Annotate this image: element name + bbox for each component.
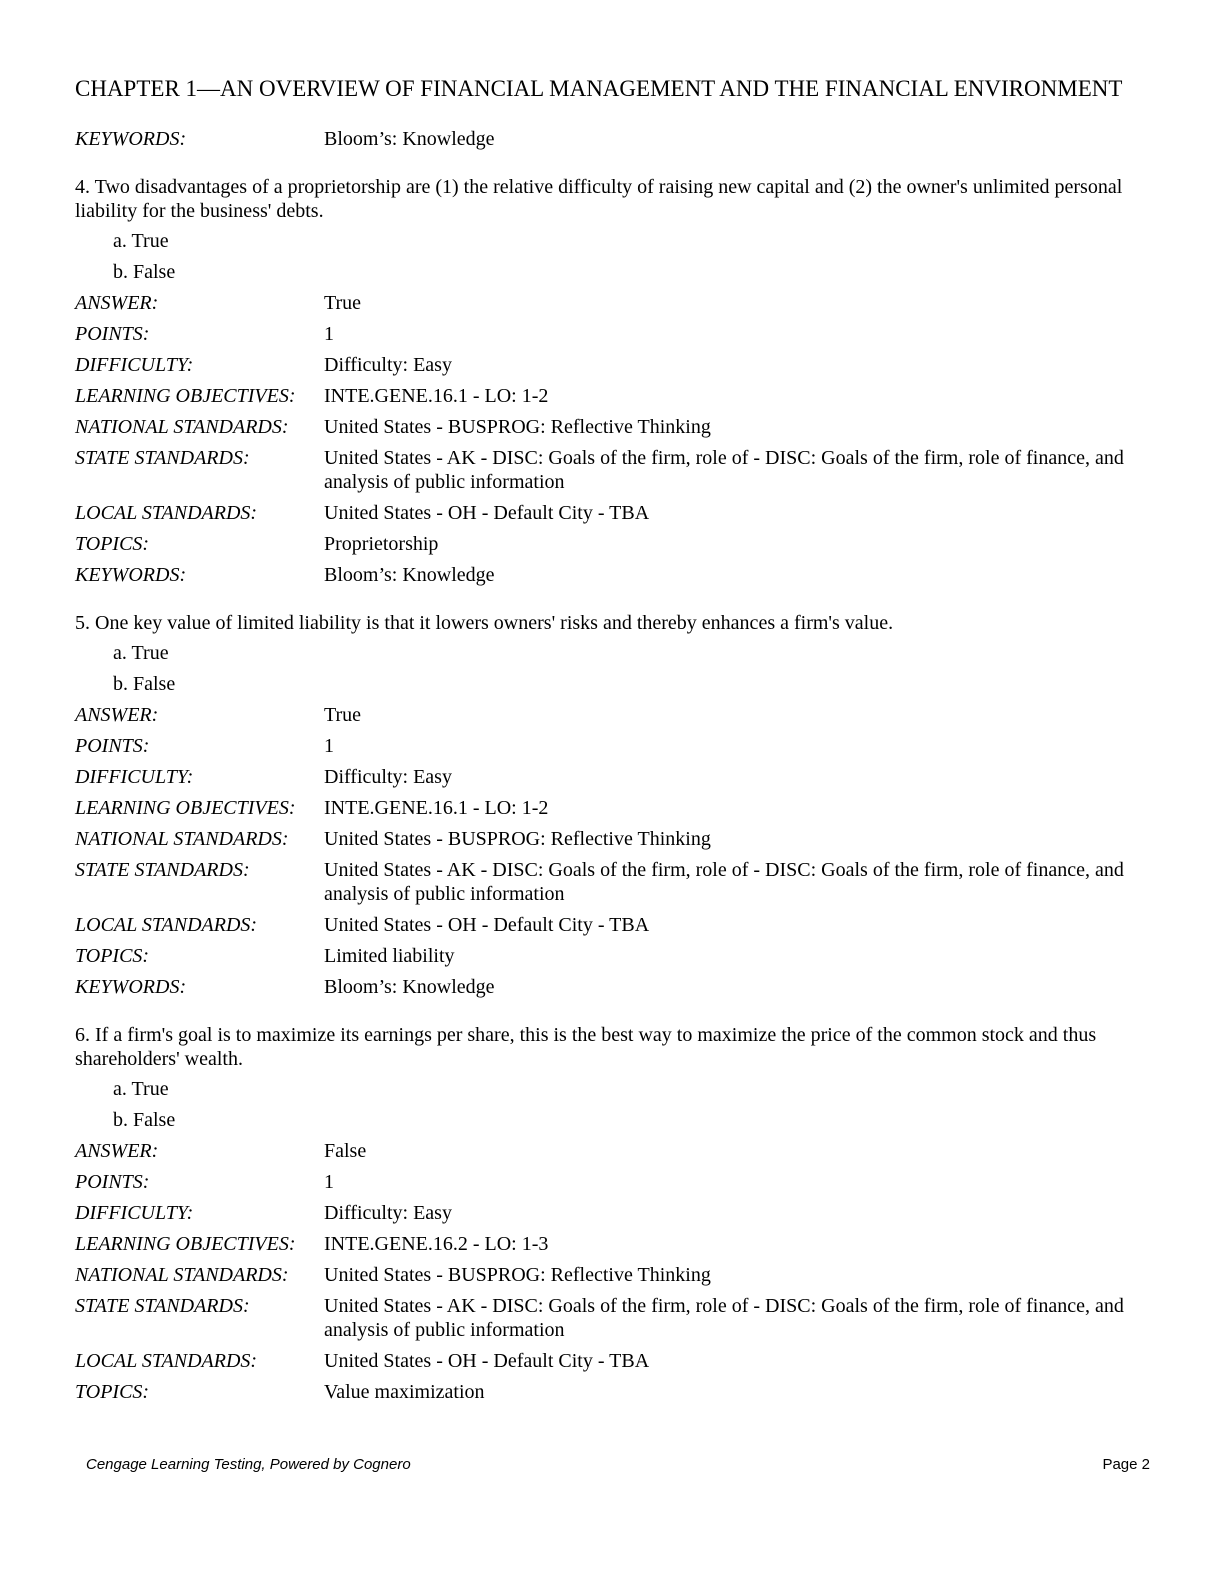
- meta-row-local-standards: [75, 910, 1150, 941]
- meta-row-national-standards: [75, 824, 1150, 855]
- option-false: b. False: [113, 261, 176, 283]
- question-text: 4. Two disadvantages of a proprietorship are (1) the relative difficulty of raising new capital and (2) the owner's unlimited personal liability for the business' debts.: [75, 176, 1123, 222]
- meta-label: NATIONAL STANDARDS:: [75, 416, 289, 438]
- meta-value: INTE.GENE.16.1 - LO: 1-2: [324, 385, 549, 407]
- meta-row-state-standards: [75, 855, 1150, 910]
- option-false: b. False: [113, 1109, 176, 1131]
- meta-row-learning-objectives: [75, 381, 1150, 412]
- meta-value: Difficulty: Easy: [324, 1202, 452, 1224]
- meta-value: 1: [324, 323, 334, 345]
- meta-row-learning-objectives: [75, 1229, 1150, 1260]
- page-footer: [86, 1456, 1150, 1473]
- question-block-6: [75, 1023, 1150, 1408]
- meta-value: Limited liability: [324, 945, 455, 967]
- meta-value: INTE.GENE.16.1 - LO: 1-2: [324, 797, 549, 819]
- meta-row: [75, 124, 1150, 155]
- meta-label: LEARNING OBJECTIVES:: [75, 797, 296, 819]
- meta-label: ANSWER:: [75, 1140, 159, 1162]
- meta-row-answer: [75, 700, 1150, 731]
- meta-value: 1: [324, 735, 334, 757]
- meta-value: Bloom’s: Knowledge: [324, 128, 495, 150]
- meta-value: Value maximization: [324, 1381, 485, 1403]
- option-true: a. True: [113, 230, 169, 252]
- meta-row-difficulty: [75, 350, 1150, 381]
- question-block-5: [75, 611, 1150, 1003]
- meta-value: 1: [324, 1171, 334, 1193]
- meta-label: ANSWER:: [75, 704, 159, 726]
- meta-label: LOCAL STANDARDS:: [75, 914, 258, 936]
- meta-row-points: [75, 1167, 1150, 1198]
- meta-label: TOPICS:: [75, 945, 150, 967]
- meta-value: Bloom’s: Knowledge: [324, 976, 495, 998]
- meta-row-difficulty: [75, 1198, 1150, 1229]
- meta-label: NATIONAL STANDARDS:: [75, 828, 289, 850]
- meta-label: DIFFICULTY:: [75, 766, 194, 788]
- meta-label: DIFFICULTY:: [75, 1202, 194, 1224]
- meta-label: LOCAL STANDARDS:: [75, 502, 258, 524]
- meta-value: Proprietorship: [324, 533, 439, 555]
- meta-row-national-standards: [75, 1260, 1150, 1291]
- meta-row-national-standards: [75, 412, 1150, 443]
- question-text: 5. One key value of limited liability is that it lowers owners' risks and thereby enhances a firm's value.: [75, 612, 894, 634]
- document-page: [75, 74, 1150, 1408]
- question-block-4: [75, 175, 1150, 591]
- meta-row-answer: [75, 1136, 1150, 1167]
- meta-label: TOPICS:: [75, 533, 150, 555]
- meta-value: United States - BUSPROG: Reflective Thinking: [324, 416, 711, 438]
- meta-row-answer: [75, 288, 1150, 319]
- meta-row-keywords: [75, 972, 1150, 1003]
- meta-row-points: [75, 731, 1150, 762]
- footer-publisher: Cengage Learning Testing, Powered by Cognero: [86, 1456, 411, 1473]
- meta-row-difficulty: [75, 762, 1150, 793]
- meta-label: NATIONAL STANDARDS:: [75, 1264, 289, 1286]
- meta-value: United States - AK - DISC: Goals of the firm, role of - DISC: Goals of the firm, role of finance, and analysis of public information: [324, 1295, 1124, 1341]
- meta-label: KEYWORDS:: [75, 564, 187, 586]
- meta-label: STATE STANDARDS:: [75, 859, 250, 881]
- page-number: Page 2: [1102, 1456, 1150, 1473]
- meta-value: United States - AK - DISC: Goals of the firm, role of - DISC: Goals of the firm, role of finance, and analysis of public information: [324, 447, 1124, 493]
- meta-label: STATE STANDARDS:: [75, 447, 250, 469]
- meta-row-points: [75, 319, 1150, 350]
- meta-value: Difficulty: Easy: [324, 354, 452, 376]
- intro-meta: [75, 124, 1150, 155]
- meta-label: POINTS:: [75, 1171, 150, 1193]
- meta-label: DIFFICULTY:: [75, 354, 194, 376]
- chapter-title: CHAPTER 1—AN OVERVIEW OF FINANCIAL MANAGEMENT AND THE FINANCIAL ENVIRONMENT: [75, 76, 1123, 101]
- meta-row-state-standards: [75, 1291, 1150, 1346]
- meta-value: True: [324, 704, 362, 726]
- meta-value: True: [324, 292, 362, 314]
- meta-value: Bloom’s: Knowledge: [324, 564, 495, 586]
- meta-label: ANSWER:: [75, 292, 159, 314]
- meta-label: STATE STANDARDS:: [75, 1295, 250, 1317]
- meta-row-topics: [75, 1377, 1150, 1408]
- meta-label: LEARNING OBJECTIVES:: [75, 1233, 296, 1255]
- meta-row-state-standards: [75, 443, 1150, 498]
- meta-label: LOCAL STANDARDS:: [75, 1350, 258, 1372]
- meta-value: United States - BUSPROG: Reflective Thinking: [324, 828, 711, 850]
- meta-value: False: [324, 1140, 367, 1162]
- meta-value: Difficulty: Easy: [324, 766, 452, 788]
- question-text: 6. If a firm's goal is to maximize its earnings per share, this is the best way to maximize the price of the common stock and thus shareholders' wealth.: [75, 1024, 1097, 1070]
- meta-label: POINTS:: [75, 735, 150, 757]
- option-true: a. True: [113, 642, 169, 664]
- meta-row-topics: [75, 529, 1150, 560]
- meta-value: United States - AK - DISC: Goals of the firm, role of - DISC: Goals of the firm, role of finance, and analysis of public information: [324, 859, 1124, 905]
- meta-row-local-standards: [75, 498, 1150, 529]
- meta-label: POINTS:: [75, 323, 150, 345]
- meta-value: United States - OH - Default City - TBA: [324, 502, 650, 524]
- option-false: b. False: [113, 673, 176, 695]
- meta-row-learning-objectives: [75, 793, 1150, 824]
- meta-row-topics: [75, 941, 1150, 972]
- option-true: a. True: [113, 1078, 169, 1100]
- meta-row-local-standards: [75, 1346, 1150, 1377]
- meta-row-keywords: [75, 560, 1150, 591]
- meta-label: LEARNING OBJECTIVES:: [75, 385, 296, 407]
- meta-value: INTE.GENE.16.2 - LO: 1-3: [324, 1233, 549, 1255]
- meta-value: United States - BUSPROG: Reflective Thinking: [324, 1264, 711, 1286]
- meta-value: United States - OH - Default City - TBA: [324, 914, 650, 936]
- meta-value: United States - OH - Default City - TBA: [324, 1350, 650, 1372]
- meta-label: TOPICS:: [75, 1381, 150, 1403]
- meta-label: KEYWORDS:: [75, 976, 187, 998]
- meta-label: KEYWORDS:: [75, 128, 187, 150]
